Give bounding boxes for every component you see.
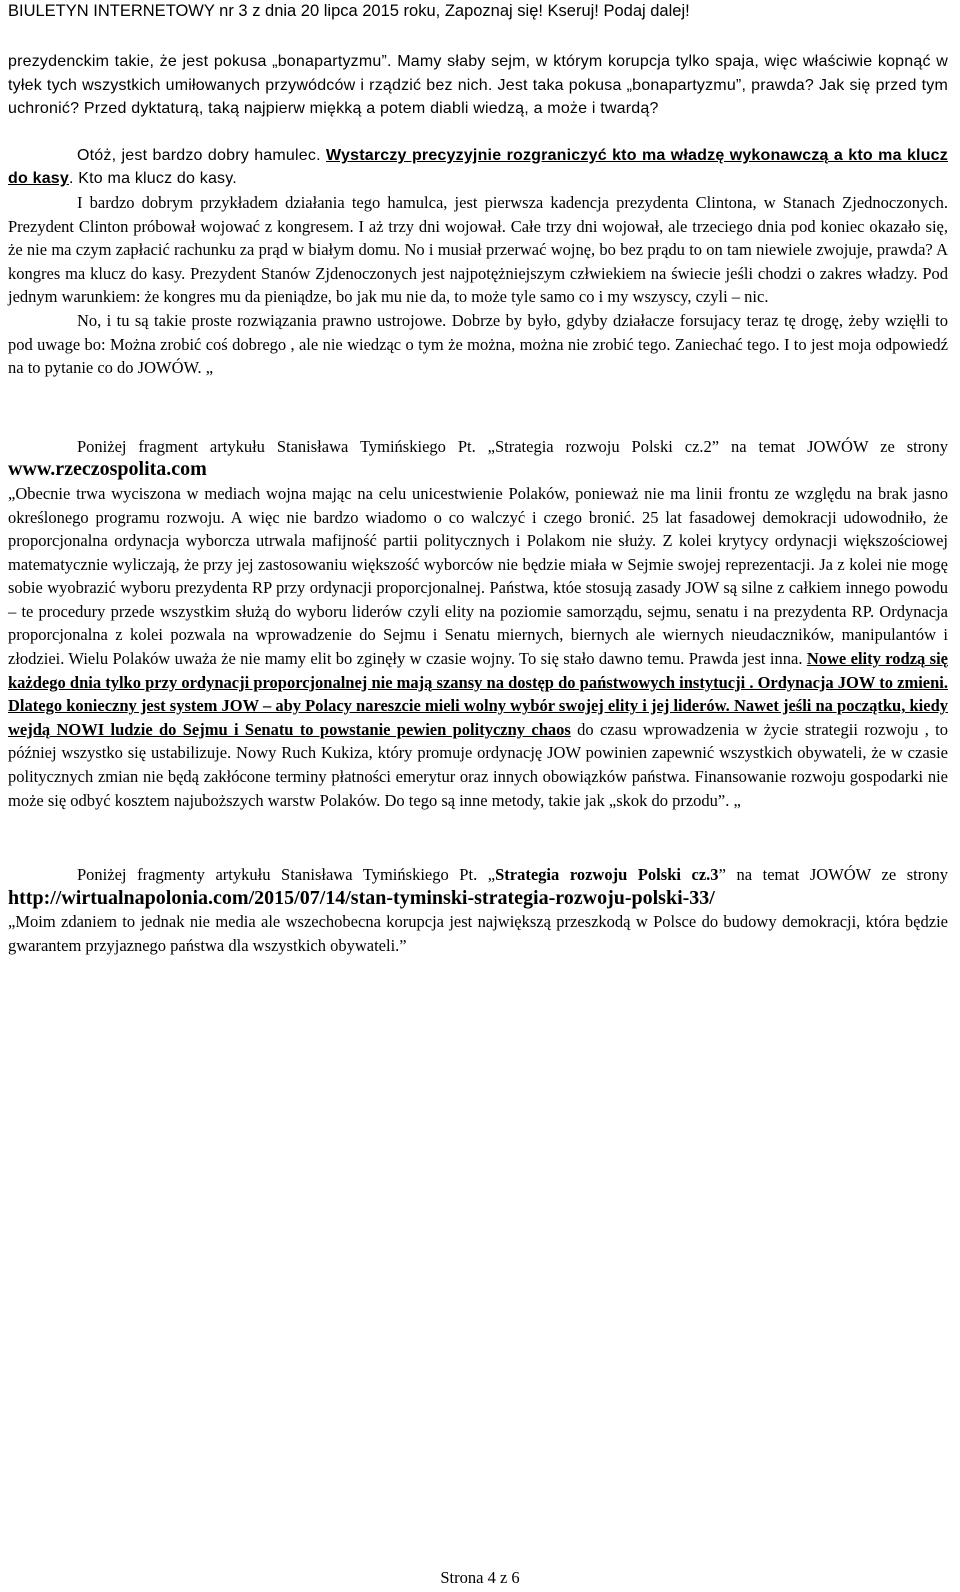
- strategy-2-text-end: do czasu wprowadzenia w życie strategii rozwoju , to później wszystko się ustabilizuje. Nowy Ruch Kukiza, który promuje ordynację JOW powinien zapewnić wszystkich obywateli, że w czasie politycznych zmian nie będą zakłócone terminy płatności emerytur oraz innych obowiązków państwa. Finansowanie rozwoju gospodarki nie może się odbyć kosztem najuboższych warstw Polaków. Do tego są inne metody, takie jak „skok do przodu”. „: [8, 719, 948, 810]
- strategy-3-intro-a: Poniżej fragmenty artykułu Stanisława Tymińskiego Pt. „: [77, 865, 496, 885]
- bulletin-header: BIULETYN INTERNETOWY nr 3 z dnia 20 lipca 2015 roku, Zapoznaj się! Kseruj! Podaj dalej!: [8, 2, 690, 20]
- strategy-2-quote: [8, 482, 948, 812]
- strategy-3-quote: „Moim zdaniem to jednak nie media ale wszechobecna korupcja jest największą przeszkodą w Polsce do budowy demokracji, która będzie gwarantem przyjaznego państwa dla wszystkich obywateli.”: [8, 912, 948, 955]
- section-strategy-2-intro: [8, 435, 948, 482]
- strategy-2-emphasis: Nowe elity rodzą się każdego dnia tylko przy ordynacji proporcjonalnej nie mają szansy na dostęp do państwowych instytucji . Ordynacja JOW to zmieni. Dlatego konieczny jest system JOW – aby Polacy nareszcie mieli wolny wybór swojej elity i jej liderów. Nawet jeśli na początku, kiedy wejdą NOWI ludzie do Sejmu i Senatu to powstanie pewien polityczny chaos: [8, 649, 948, 739]
- paragraph-brake: [8, 144, 948, 191]
- brake-question: . Kto ma klucz do kasy.: [69, 170, 237, 188]
- strategy-3-intro-b: ” na temat JOWÓW ze strony: [718, 865, 949, 885]
- brake-intro: Otóż, jest bardzo dobry hamulec.: [77, 146, 321, 164]
- paragraph-solutions: No, i tu są takie proste rozwiązania prawno ustrojowe. Dobrze by było, gdyby działacze forsujacy teraz tę drogę, żeby wzięłli to pod uwage bo: Można zrobić coś dobrego , ale nie wiedząc o tym że można, można nie zrobić tego. Zaniechać tego. I to jest moja odpowiedź na to pytanie co do JOWÓW. „: [8, 310, 948, 378]
- strategy-2-text: „Obecnie trwa wyciszona w mediach wojna mając na celu unicestwienie Polaków, ponieważ nie ma linii frontu ze względu na brak jasno określonego programu rozwoju. A więc nie bardzo wiadomo o co walczyć i czego bronić. 25 lat fasadowej demokracji udowodniło, że proporcjonalna ordynacja wyborcza utrwala mafijność partii politycznych i Polakom nie służy. Z kolei krytycy ordynacji większościowej matematycznie wyliczają, że przy jej zastosowaniu większość wyborców nie będzie miała w Sejmie swojej reprezentacji. Ja z kolei nie mogę sobie wyobrazić wyboru prezydenta RP przy ordynacji proporcjonalnej. Państwa, któe stosują zasady JOW są silne z całkiem innego powodu – te procedury przede wszystkim służą do wyboru liderów czyli elity na poziomie samorządu, sejmu, senatu i na prezydenta RP. Ordynacja proporcjonalna z kolei pozwala na wprowadzenie do Sejmu i Senatu miernych, biernych ale wiernych nieudaczników, manipulantów i złodziei. Wielu Polaków uważa że nie mamy elit bo zginęły w czasie wojny. To się stało dawno temu. Prawda jest inna.: [8, 483, 948, 669]
- section-strategy-3-intro: [8, 863, 948, 910]
- article-body: [8, 50, 948, 958]
- paragraph-clinton: I bardzo dobrym przykładem działania tego hamulca, jest pierwsza kadencja prezydenta Clintona, w Stanach Zjednoczonych. Prezydent Clinton próbował wojować z kongresem. I aż trzy dni wojował. Całe trzy dni wojował, ale trzeciego dnia pod koniec okazało się, że nie ma czym zapłacić rachunku za prąd w białym domu. No i musiał przerwać wojnę, bo bez prądu to on tam niewiele zwojuje, prawda? A kongres ma klucz do kasy. Prezydent Stanów Zjdenoczonych jest najpotężniejszym człwiekiem na świecie jeśli chodzi o zakres władzy. Pod jednym warunkiem: że kongres mu da pieniądze, bo jak mu nie da, to może tyle samo co i my wszyscy, czyli – nic.: [8, 192, 948, 307]
- strategy-2-intro-text: Poniżej fragment artykułu Stanisława Tymińskiego Pt. „Strategia rozwoju Polski cz.2” na temat JOWÓW ze strony: [77, 436, 948, 456]
- rzeczospolita-link[interactable]: www.rzeczospolita.com: [8, 458, 207, 481]
- strategy-3-title: Strategia rozwoju Polski cz.3: [495, 865, 719, 885]
- page-number: Strona 4 z 6: [440, 1568, 520, 1587]
- brake-emphasis: Wystarczy precyzyjnie rozgraniczyć kto ma władzę wykonawczą a kto ma klucz do kasy: [8, 146, 948, 188]
- wirtualnapolonia-link[interactable]: http://wirtualnapolonia.com/2015/07/14/stan-tyminski-strategia-rozwoju-polski-33/: [8, 886, 715, 909]
- paragraph-continuation: prezydenckim takie, że jest pokusa „bonapartyzmu”. Mamy słaby sejm, w którym korupcja tylko spaja, więc właściwie kopnąć w tyłek tych wszystkich umiłowanych przywódców i rządzić bez nich. Jest taka pokusa „bonapartyzmu”, prawda? Jak się przed tym uchronić? Przed dyktaturą, taką najpierw miękką a potem diabli wiedzą, a może i twardą?: [8, 53, 948, 118]
